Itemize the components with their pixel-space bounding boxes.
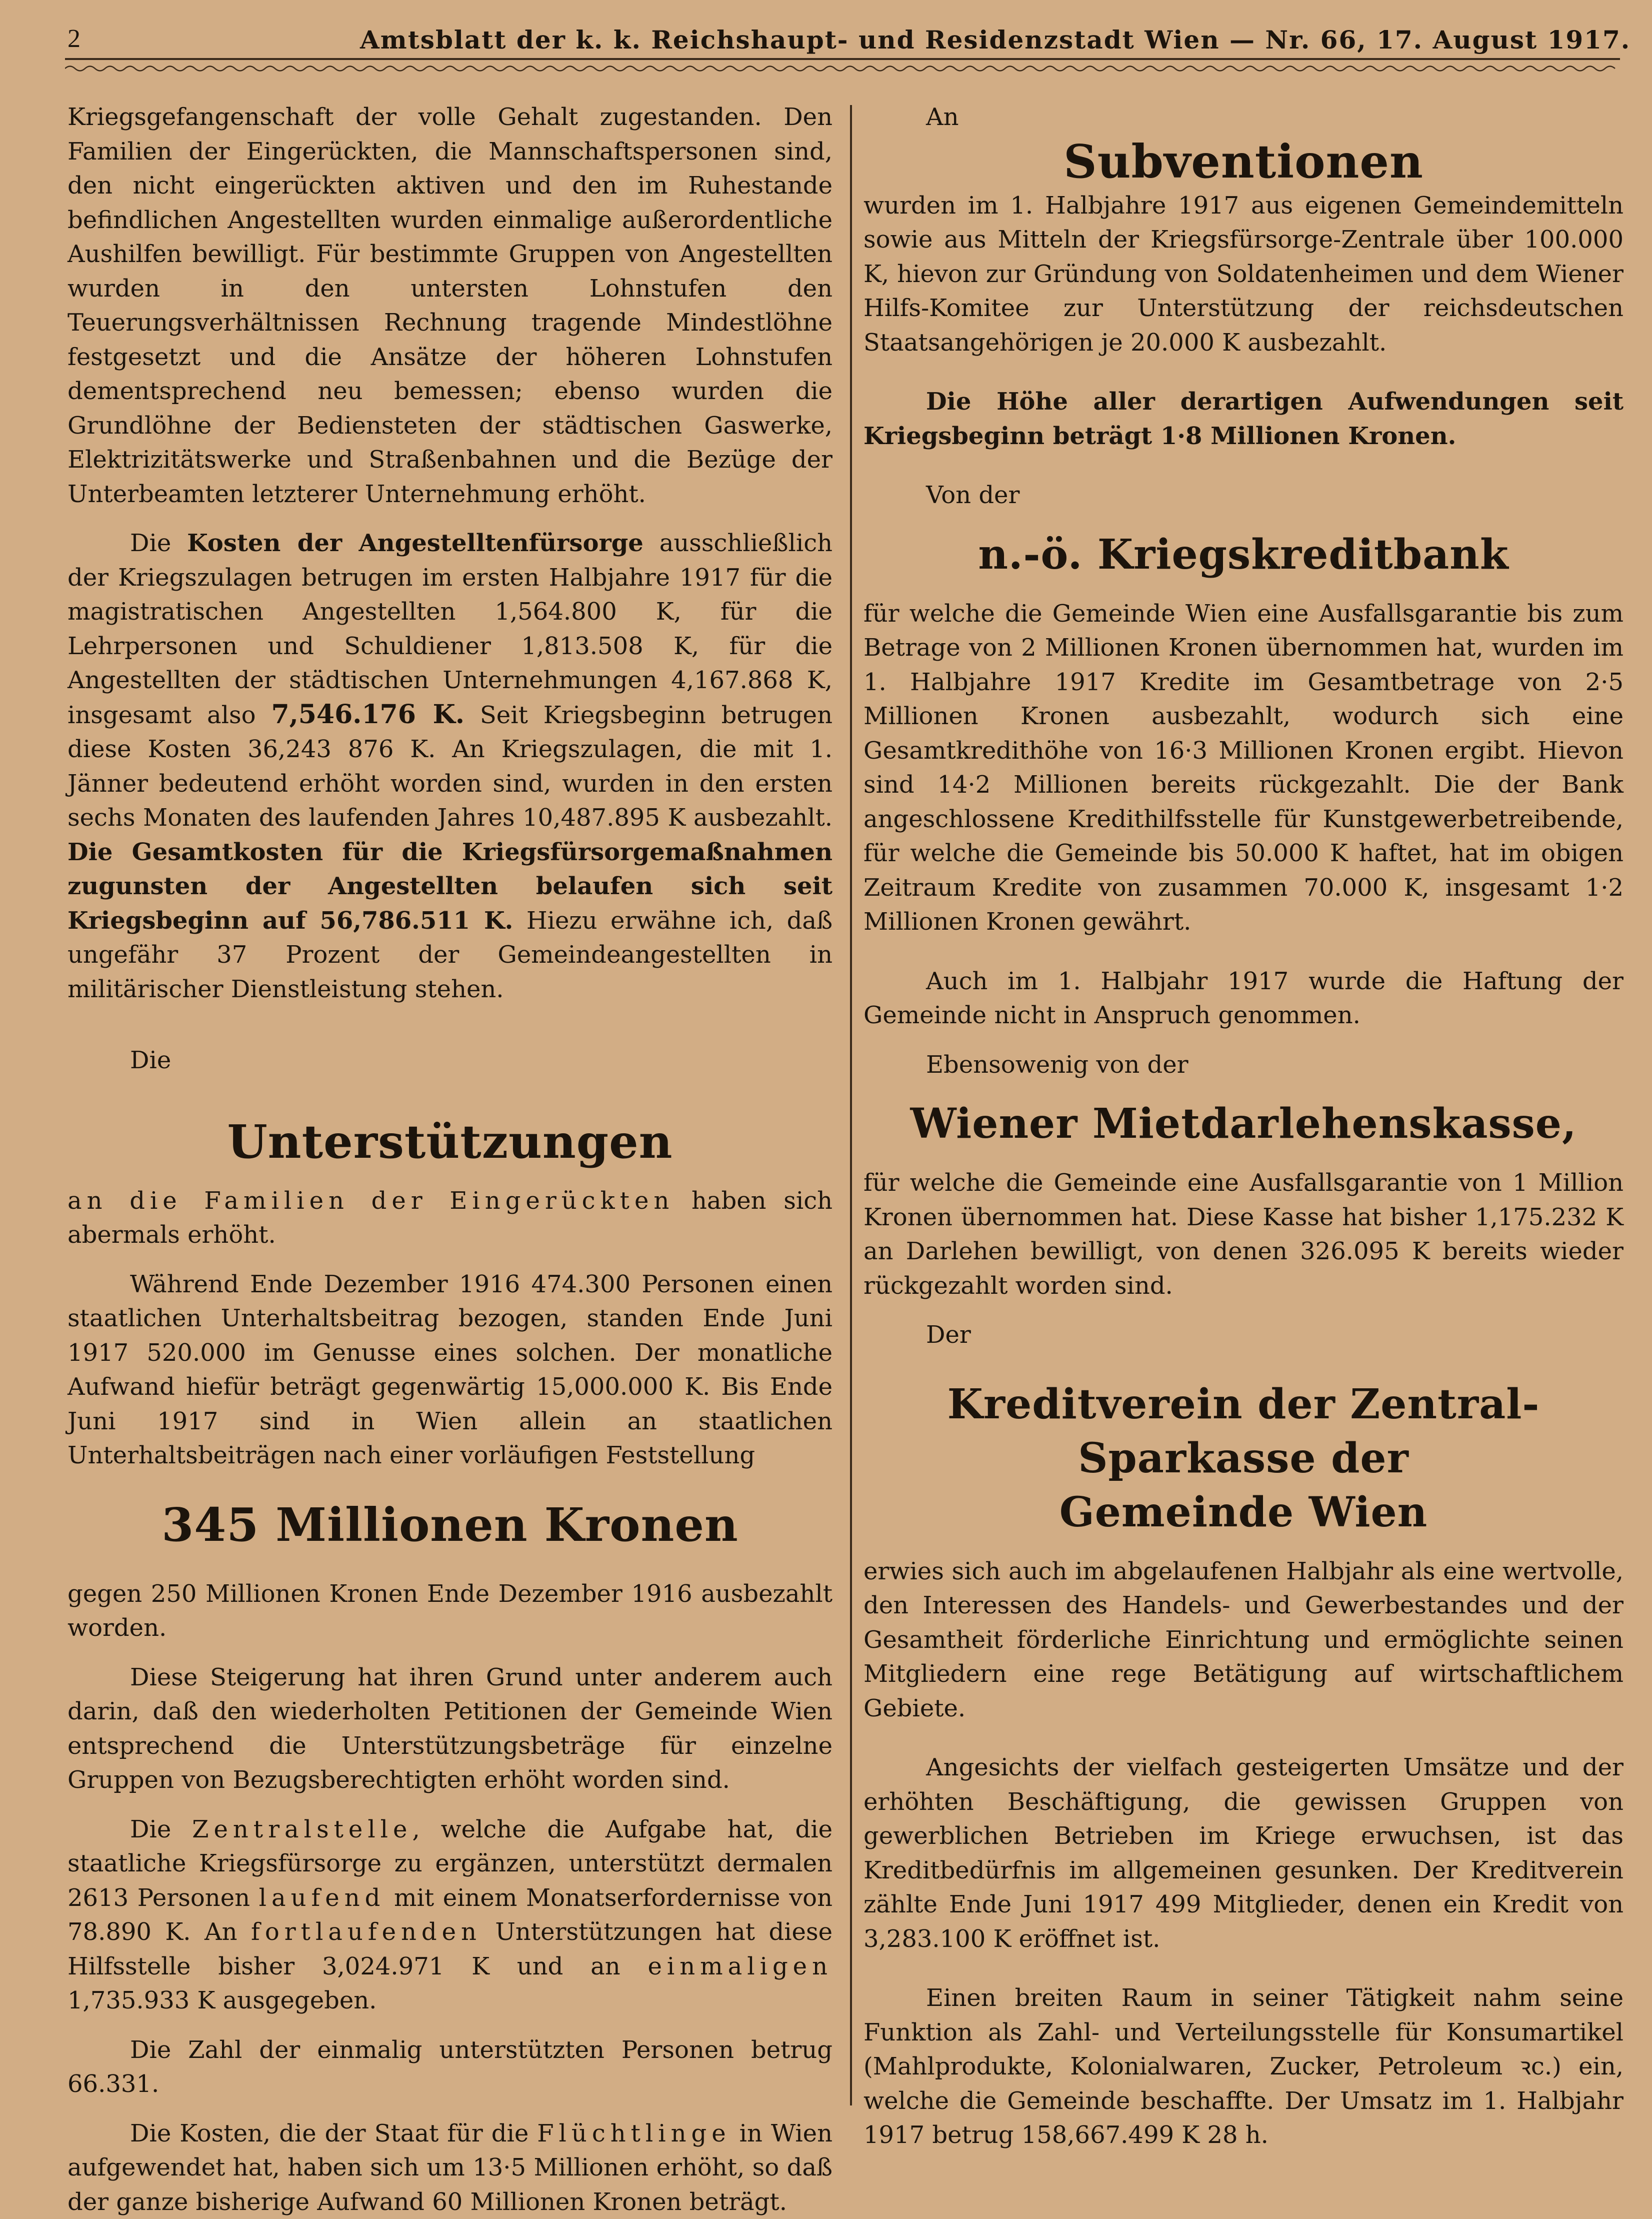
paragraph: an die Familien der Eingerückten haben sich abermals erhöht. — [68, 1184, 832, 1252]
paragraph: für welche die Gemeinde Wien eine Ausfallsgarantie bis zum Betrage von 2 Millionen Kronen übernommen hat, wurden im 1. Halbjahre 1917 Kredite im Gesamtbetrage von 2·5 Millionen Kronen ausbezahlt, wodurch sich eine Gesamtkredithöhe von 16·3 Millionen Kronen ergibt. Hievon sind 14·2 Millionen bereits rückgezahlt. Die der Bank angeschlossene Kredithilfsstelle für Kunstgewerbetreibende, für welche die Gemeinde bis 50.000 K haftet, hat im obigen Zeitraum Kredite von zusammen 70.000 K, insgesamt 1·2 Millionen Kronen gewährt. — [864, 597, 1624, 939]
paragraph: erwies sich auch im abgelaufenen Halbjahr als eine wertvolle, den Interessen des Handels- und Gewerbestandes und der Gesamtheit förderliche Einrichtung und ermöglichte seinen Mitgliedern eine rege Betätigung auf wirtschaftlichem Gebiete. — [864, 1554, 1624, 1726]
paragraph-fluechtlinge: Die Kosten, die der Staat für die Flüchtlinge in Wien aufgewendet hat, haben sich um 13·5 Millionen erhöht, so daß der ganze bisherige Aufwand 60 Millionen Kronen beträgt. — [68, 2116, 832, 2219]
paragraph: Angesichts der vielfach gesteigerten Umsätze und der erhöhten Beschäftigung, die gewissen Gruppen von gewerblichen Betrieben im Kriege erwuchsen, ist das Kreditbedürfnis im allgemeinen gesunken. Der Kreditverein zählte Ende Juni 1917 499 Mitglieder, denen ein Kredit von 3,283.100 K eröffnet ist. — [864, 1750, 1624, 1956]
right-column — [864, 100, 1624, 2152]
section-heading: Gemeinde Wien — [864, 1485, 1624, 1539]
section-heading: Subventionen — [864, 135, 1624, 189]
paragraph: Die Zahl der einmalig unterstützten Personen betrug 66.331. — [68, 2033, 832, 2101]
section-heading: Kreditverein der Zentral-Sparkasse der — [864, 1377, 1624, 1485]
lead-in: Der — [864, 1318, 1624, 1352]
paragraph: wurden im 1. Halbjahre 1917 aus eigenen Gemeindemitteln sowie aus Mitteln der Kriegsfürsorge-Zentrale über 100.000 K, hievon zur Gründung von Soldatenheimen und dem Wiener Hilfs-Komitee zur Unterstützung der reichsdeutschen Staatsangehörigen je 20.000 K ausbezahlt. — [864, 189, 1624, 360]
paragraph: Diese Steigerung hat ihren Grund unter anderem auch darin, daß den wiederholten Petitionen der Gemeinde Wien entsprechend die Unterstützungsbeträge für einzelne Gruppen von Bezugsberechtigten erhöht worden sind. — [68, 1660, 832, 1797]
paragraph: gegen 250 Millionen Kronen Ende Dezember 1916 ausbezahlt worden. — [68, 1577, 832, 1645]
page-number: 2 — [68, 24, 80, 54]
section-heading: n.-ö. Kriegskreditbank — [864, 528, 1624, 582]
paragraph-zentralstelle: Die Zentralstelle, welche die Aufgabe hat, die staatliche Kriegsfürsorge zu ergänzen, unterstützt dermalen 2613 Personen laufend mit einem Monatserfordernisse von 78.890 K. An fortlaufenden Unterstützungen hat diese Hilfsstelle bisher 3,024.971 K und an einmaligen 1,735.933 K ausgegeben. — [68, 1812, 832, 2018]
column-divider — [850, 105, 852, 2105]
lead-in: An — [864, 100, 1624, 135]
decorative-wavy-rule — [65, 64, 1620, 73]
paragraph: für welche die Gemeinde eine Ausfallsgarantie von 1 Million Kronen übernommen hat. Diese Kasse hat bisher 1,175.232 K an Darlehen bewilligt, von denen 326.095 K bereits wieder rückgezahlt worden sind. — [864, 1166, 1624, 1303]
paragraph: Einen breiten Raum in seiner Tätigkeit nahm seine Funktion als Zahl- und Verteilungsstelle für Konsumartikel (Mahlprodukte, Kolonialwaren, Zucker, Petroleum ꝛc.) ein, welche die Gemeinde beschaffte. Der Umsatz im 1. Halbjahr 1917 betrug 158,667.499 K 28 h. — [864, 1981, 1624, 2152]
section-heading: Wiener Mietdarlehenskasse, — [864, 1097, 1624, 1151]
paragraph-kosten: Die Kosten der Angestelltenfürsorge ausschließlich der Kriegszulagen betrugen im ersten Halbjahre 1917 für die magistratischen Angestellten 1,564.800 K, für die Lehrpersonen und Schuldiener 1,813.508 K, für die Angestellten der städtischen Unternehmungen 4,167.868 K, insgesamt also 7,546.176 K. Seit Kriegsbeginn betrugen diese Kosten 36,243 876 K. An Kriegszulagen, die mit 1. Jänner bedeutend erhöht worden sind, wurden in den ersten sechs Monaten des laufenden Jahres 10,487.895 K ausbezahlt. Die Gesamtkosten für die Kriegsfürsorgemaßnahmen zugunsten der Angestellten belaufen sich seit Kriegsbeginn auf 56,786.511 K. Hiezu erwähne ich, daß ungefähr 37 Prozent der Gemeindeangestellten in militärischer Dienstleistung stehen. — [68, 526, 832, 1006]
paragraph: Kriegsgefangenschaft der volle Gehalt zugestanden. Den Familien der Eingerückten, die Mannschaftspersonen sind, den nicht eingerückten aktiven und den im Ruhestande befindlichen Angestellten wurden einmalige außerordentliche Aushilfen bewilligt. Für bestimmte Gruppen von Angestellten wurden in den untersten Lohnstufen den Teuerungsverhältnissen Rechnung tragende Mindestlöhne festgesetzt und die Ansätze der höheren Lohnstufen dementsprechend neu bemessen; ebenso wurden die Grundlöhne der Bediensteten der städtischen Gaswerke, Elektrizitätswerke und Straßenbahnen und die Bezüge der Unterbeamten letzterer Unternehmung erhöht. — [68, 100, 832, 511]
running-header: Amtsblatt der k. k. Reichshaupt- und Residenzstadt Wien — Nr. 66, 17. August 1917. — [360, 25, 1630, 55]
left-column — [68, 100, 832, 2219]
lead-in: Die — [68, 1043, 832, 1078]
paragraph-bold: Die Höhe aller derartigen Aufwendungen seit Kriegsbeginn beträgt 1·8 Millionen Kronen. — [864, 385, 1624, 453]
section-heading: Unterstützungen — [68, 1115, 832, 1169]
lead-in: Von der — [864, 478, 1624, 513]
paragraph: Auch im 1. Halbjahr 1917 wurde die Haftung der Gemeinde nicht in Anspruch genommen. — [864, 964, 1624, 1033]
header-rule — [65, 58, 1620, 60]
section-heading: 345 Millionen Kronen — [68, 1498, 832, 1552]
lead-in: Ebensowenig von der — [864, 1048, 1624, 1082]
paragraph: Während Ende Dezember 1916 474.300 Personen einen staatlichen Unterhaltsbeitrag bezogen, standen Ende Juni 1917 520.000 im Genusse eines solchen. Der monatliche Aufwand hiefür beträgt gegenwärtig 15,000.000 K. Bis Ende Juni 1917 sind in Wien allein an staatlichen Unterhaltsbeiträgen nach einer vorläufigen Feststellung — [68, 1267, 832, 1473]
